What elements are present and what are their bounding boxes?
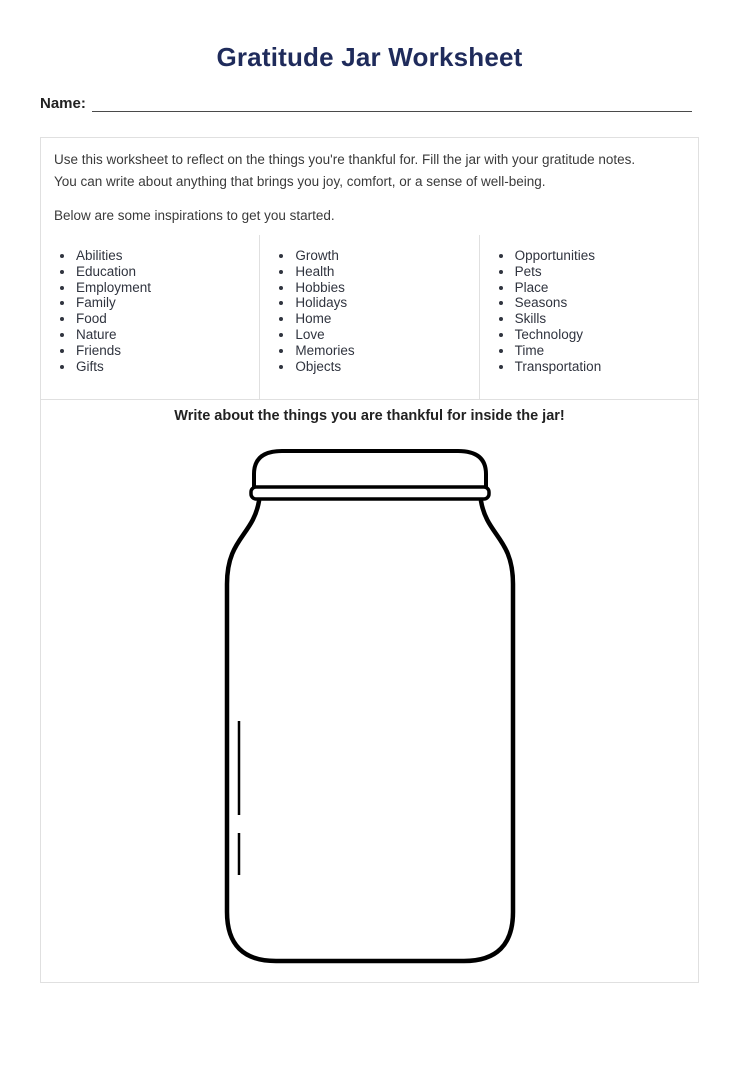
inspiration-item: • Nature — [75, 327, 259, 343]
inspiration-item: • Skills — [514, 311, 698, 327]
name-row — [40, 96, 692, 112]
inspiration-item: • Gifts — [75, 359, 259, 375]
jar-heading: Write about the things you are thankful for inside the jar! — [174, 408, 565, 424]
intro-footer: Below are some inspirations to get you started. — [54, 208, 335, 223]
inspiration-column-2 — [259, 235, 478, 399]
jar-lid-rim — [251, 487, 489, 499]
inspiration-item: • Holidays — [294, 295, 478, 311]
inspiration-list — [260, 235, 478, 374]
intro-line: You can write about anything that brings you joy, comfort, or a sense of well-being. — [54, 174, 546, 189]
intro-text — [41, 138, 698, 235]
inspiration-item: • Food — [75, 311, 259, 327]
name-label: Name: — [40, 95, 86, 112]
inspiration-column-3 — [479, 235, 698, 399]
inspiration-item: • Objects — [294, 359, 478, 375]
worksheet-box — [40, 137, 699, 983]
inspiration-item: • Hobbies — [294, 280, 478, 296]
inspiration-columns — [41, 235, 698, 400]
inspiration-item: • Time — [514, 343, 698, 359]
intro-paragraph — [54, 149, 685, 193]
intro-line: Use this worksheet to reflect on the things you're thankful for. Fill the jar with your gratitude notes. — [54, 152, 636, 167]
jar-body — [227, 501, 513, 961]
inspiration-item: • Transportation — [514, 359, 698, 375]
inspiration-list — [41, 235, 259, 374]
inspiration-item: • Pets — [514, 264, 698, 280]
inspiration-item: • Seasons — [514, 295, 698, 311]
inspiration-item: • Growth — [294, 248, 478, 264]
jar-lid — [254, 451, 486, 487]
inspiration-item: • Abilities — [75, 248, 259, 264]
inspiration-item: • Love — [294, 327, 478, 343]
inspiration-column-1 — [41, 235, 259, 399]
inspiration-item: • Technology — [514, 327, 698, 343]
mason-jar-illustration — [220, 446, 520, 966]
inspiration-item: • Education — [75, 264, 259, 280]
inspiration-item: • Health — [294, 264, 478, 280]
name-blank-line — [92, 97, 692, 112]
inspiration-item: • Memories — [294, 343, 478, 359]
inspiration-item: • Opportunities — [514, 248, 698, 264]
inspiration-item: • Employment — [75, 280, 259, 296]
jar-section — [41, 407, 698, 966]
inspiration-list — [480, 235, 698, 374]
inspiration-item: • Home — [294, 311, 478, 327]
page-title: Gratitude Jar Worksheet — [216, 42, 523, 72]
inspiration-item: • Friends — [75, 343, 259, 359]
inspiration-item: • Family — [75, 295, 259, 311]
inspiration-item: • Place — [514, 280, 698, 296]
